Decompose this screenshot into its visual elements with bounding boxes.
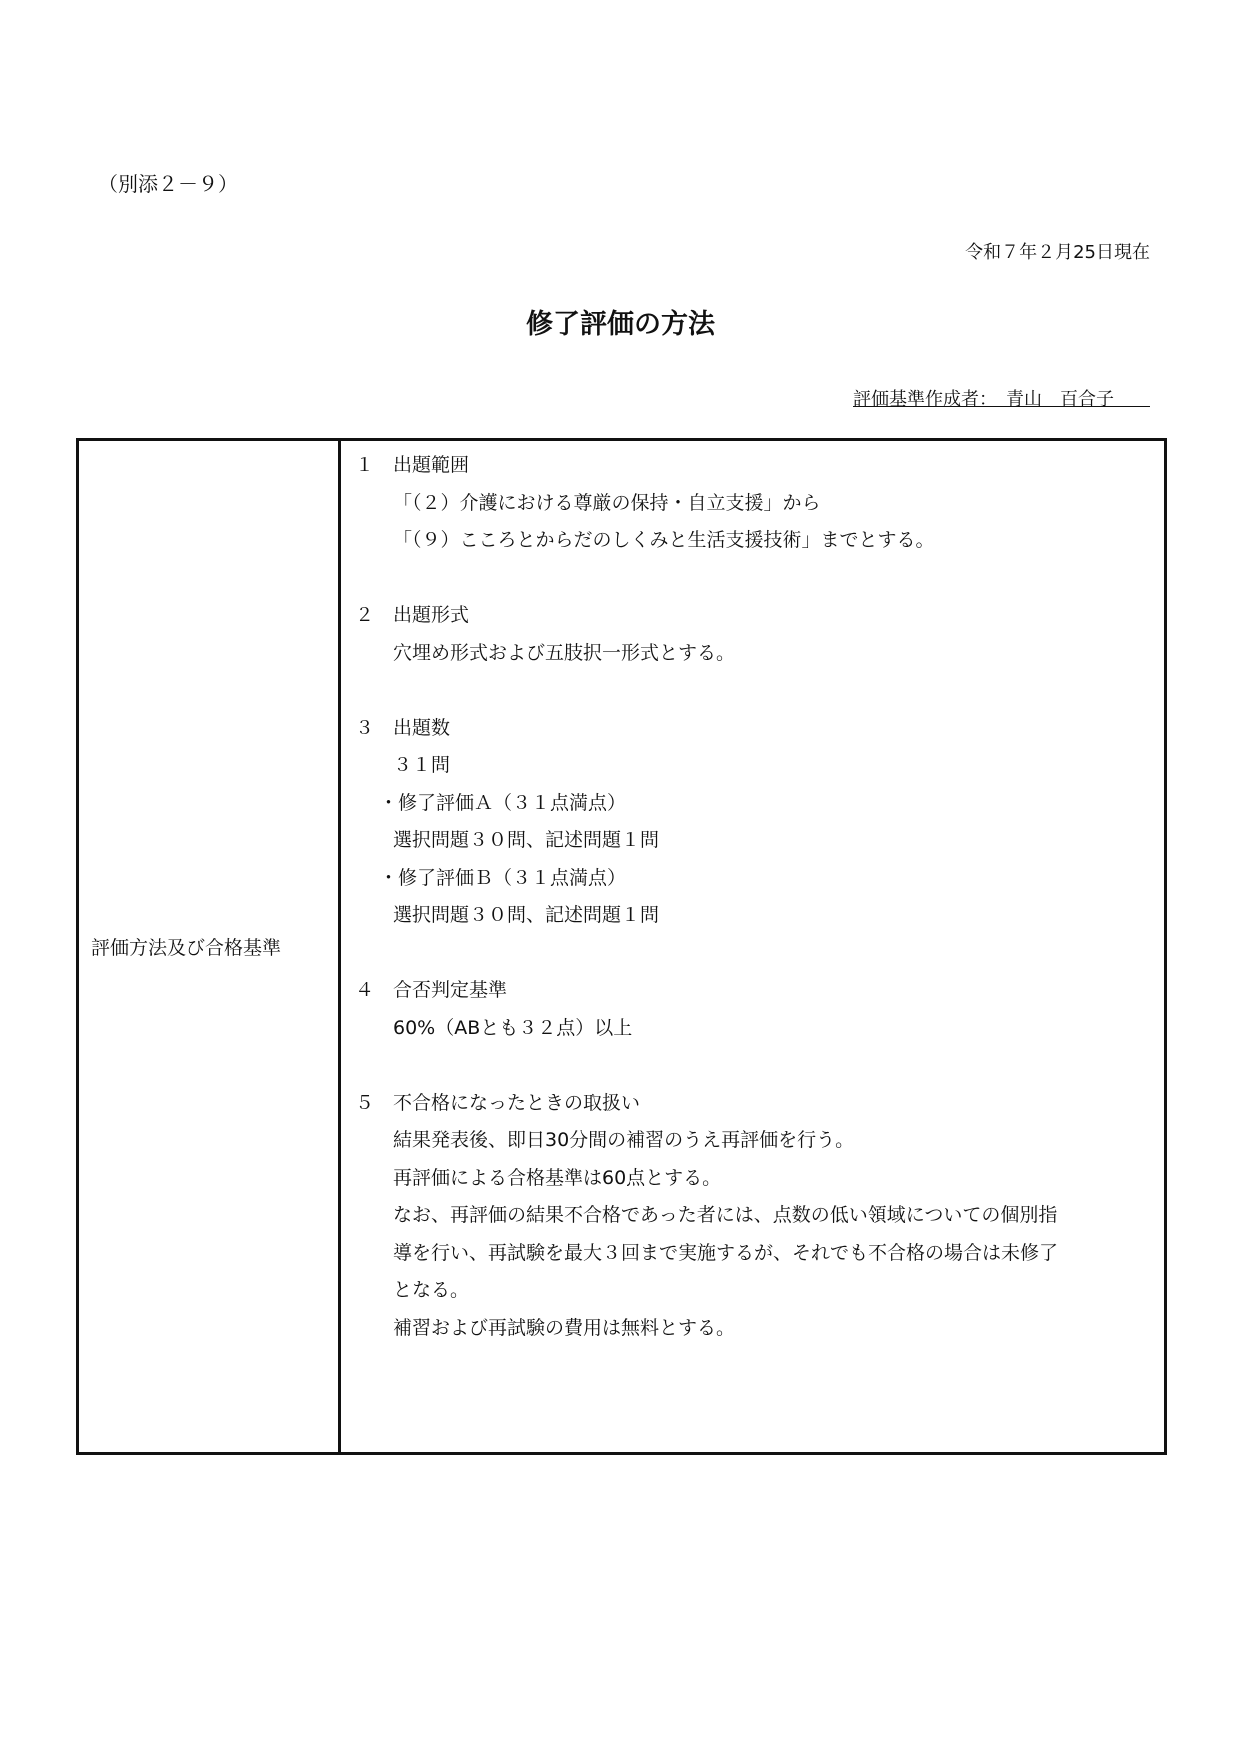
section-5-line: なお、再評価の結果不合格であった者には、点数の低い領域についての個別指 (393, 1204, 1058, 1226)
section-5-line: となる。 (393, 1279, 470, 1301)
section-2-heading (355, 597, 1144, 635)
section-3-bullet-detail: 選択問題３０問、記述問題１問 (393, 829, 660, 851)
section-3-line: ３１問 (393, 754, 451, 776)
section-3-bullet: ・修了評価Ａ（３１点満点） (379, 791, 627, 814)
table-left-cell (79, 441, 341, 1452)
author-line: 評価基準作成者： 青山 百合子 (853, 389, 1150, 410)
spacer (355, 672, 1144, 710)
section-heading: 不合格になったときの取扱い (393, 1091, 641, 1114)
section-5-heading (355, 1085, 1144, 1123)
section-number: ４ (355, 979, 375, 1001)
section-5-line: 再評価による合格基準は60点とする。 (393, 1166, 722, 1189)
section-number: ５ (355, 1091, 375, 1114)
section-heading: 出題形式 (393, 604, 470, 626)
section-number: １ (355, 454, 375, 476)
section-number: ３ (355, 716, 375, 739)
section-3-bullet-detail: 選択問題３０問、記述問題１問 (393, 904, 660, 926)
evaluation-table (76, 438, 1167, 1455)
section-3-heading (355, 710, 1144, 748)
page-title: 修了評価の方法 (526, 309, 715, 340)
section-4-line: 60%（ABとも３２点）以上 (393, 1016, 633, 1039)
section-3-bullet: ・修了評価Ｂ（３１点満点） (379, 866, 627, 889)
section-5-line: 結果発表後、即日30分間の補習のうえ再評価を行う。 (393, 1129, 855, 1151)
section-2-line: 穴埋め形式および五肢択一形式とする。 (393, 641, 736, 664)
table-right-cell (341, 441, 1164, 1452)
section-number: ２ (355, 604, 375, 626)
spacer (355, 1047, 1144, 1085)
left-cell-label: 評価方法及び合格基準 (91, 937, 282, 959)
section-heading: 出題数 (393, 716, 451, 739)
section-5-line: 補習および再試験の費用は無料とする。 (393, 1316, 736, 1339)
spacer (355, 935, 1144, 973)
section-1-line: 「（９）こころとからだのしくみと生活支援技術」までとする。 (393, 529, 935, 551)
attachment-label: （別添２－９） (98, 172, 238, 196)
spacer (355, 560, 1144, 598)
section-1-heading (355, 447, 1144, 485)
document-date: 令和７年２月25日現在 (965, 242, 1150, 263)
section-4-heading (355, 972, 1144, 1010)
section-heading: 合否判定基準 (393, 979, 508, 1001)
section-1-line: 「（２）介護における尊厳の保持・自立支援」から (393, 491, 821, 514)
section-heading: 出題範囲 (393, 454, 470, 476)
section-5-line: 導を行い、再試験を最大３回まで実施するが、それでも不合格の場合は未修了 (393, 1241, 1059, 1264)
